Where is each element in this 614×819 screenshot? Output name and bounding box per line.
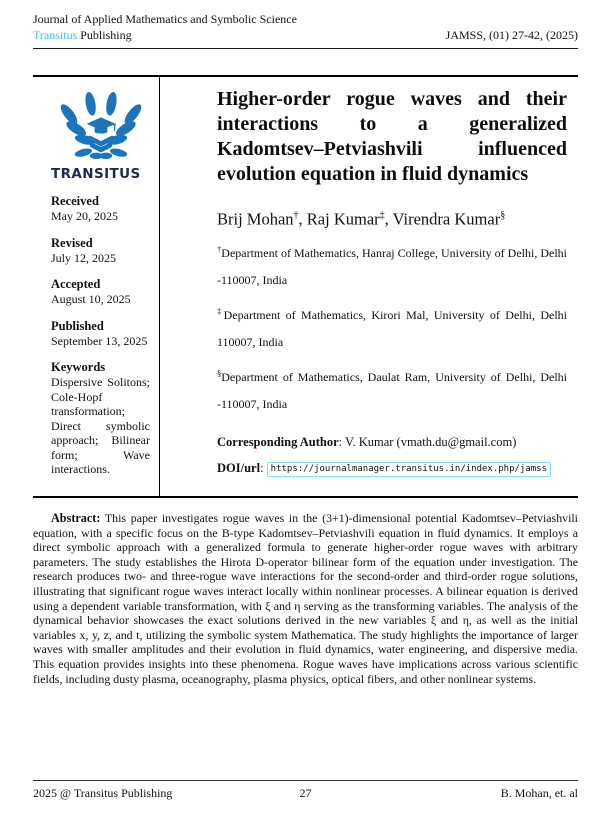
title-author-block	[160, 77, 578, 496]
affiliation-text: Department of Mathematics, Kirori Mal, University of Delhi, Delhi 110007, India	[217, 307, 567, 349]
author-name: Brij Mohan	[217, 209, 294, 229]
author-name: Raj Kumar	[306, 209, 380, 229]
affiliation	[217, 236, 567, 294]
footer-copyright: 2025 @ Transitus Publishing	[33, 786, 173, 800]
meta-entry-revised	[51, 236, 150, 266]
affiliation	[217, 298, 567, 356]
affiliation-text: Department of Mathematics, Hanraj College, University of Delhi, Delhi -110007, India	[217, 245, 568, 287]
graduation-cap-icon	[87, 117, 116, 133]
affiliation-marker: §	[217, 367, 222, 378]
author-marker: ‡	[379, 210, 385, 221]
meta-entry-published	[51, 319, 150, 349]
author-name: Virendra Kumar	[392, 209, 501, 229]
abstract-section	[33, 511, 578, 686]
keywords-text: Dispersive Solitons; Cole-Hopf transformation; Direct symbolic approach; Bilinear form; Wave interactions.	[51, 375, 150, 476]
footer-page-number: 27	[299, 786, 312, 800]
meta-value: August 10, 2025	[51, 292, 131, 306]
meta-entry-keywords	[51, 360, 150, 477]
author-marker: §	[500, 210, 506, 221]
affiliation	[217, 360, 567, 418]
journal-name: Journal of Applied Mathematics and Symbolic Science	[33, 12, 297, 26]
page-footer	[33, 780, 578, 801]
title-info-box	[33, 75, 578, 498]
corresponding-author-value: : V. Kumar (vmath.du@gmail.com)	[338, 434, 517, 449]
corresponding-author-line	[217, 434, 567, 450]
publisher-logo	[51, 90, 150, 182]
footer-authors-short: B. Mohan, et. al	[500, 786, 579, 800]
article-meta-sidebar	[33, 77, 160, 496]
publisher-suffix: Publishing	[77, 28, 132, 42]
doi-label: DOI/url	[217, 460, 261, 475]
author-marker: †	[293, 210, 299, 221]
doi-line	[217, 459, 567, 478]
running-head	[33, 12, 578, 49]
meta-label: Published	[51, 318, 104, 333]
author-separator: ,	[384, 209, 393, 229]
authors-line	[217, 204, 567, 232]
affiliation-text: Department of Mathematics, Daulat Ram, University of Delhi, Delhi -110007, India	[217, 369, 567, 411]
meta-label: Keywords	[51, 360, 106, 374]
publisher-brand: Transitus	[33, 28, 78, 42]
laurel-wreath-icon	[53, 90, 149, 164]
meta-value: July 12, 2025	[51, 250, 117, 265]
meta-label: Received	[51, 194, 99, 208]
publisher-line	[33, 28, 132, 43]
abstract-label: Abstract:	[51, 511, 101, 525]
doi-colon: :	[260, 460, 267, 475]
meta-entry-received	[51, 194, 150, 224]
logo-wordmark: TRANSITUS	[51, 166, 141, 182]
meta-label: Accepted	[51, 277, 101, 291]
meta-value: September 13, 2025	[51, 333, 148, 348]
meta-entry-accepted	[51, 277, 150, 307]
affiliation-marker: †	[217, 243, 222, 254]
meta-label: Revised	[51, 235, 93, 250]
issue-reference: JAMSS, (01) 27-42, (2025)	[445, 28, 578, 42]
corresponding-author-label: Corresponding Author	[217, 434, 339, 449]
abstract-paragraph	[33, 511, 578, 686]
author-separator: ,	[298, 209, 307, 229]
abstract-text: This paper investigates rogue waves in the (3+1)-dimensional potential Kadomtsev–Petviashvili equation, with a specific focus on the B-type Kadomtsev–Petviashvili equation in fluid dynamics. It employs a direct symbolic approach with a generalized formula to generate higher-order rogue waves with arbitrary parameters. The study establishes the Hirota D-operator bilinear form of the equation under investigation. The research produces two- and three-rogue wave interactions for the second-order and third-order rogue solutions, illustrating that significant rogue waves interact locally within nonlinear processes. A bilinear equation is derived using a dependent variable transformation, with ξ and η serving as the transforming variables. The analysis of the dynamical behavior showcases the exact solutions derived in the new variables ξ and η, as well as the initial variables x, y, z, and t, utilizing the symbolic system Mathematica. The study highlights the importance of larger waves with smaller amplitudes and their evolution in fluid dynamics, water engineering, and dispersive media. This equation provides insights into these phenomena. Rogue waves have implications across various scientific fields, including dusty plasma, oceanography, plasma physics, optical fibers, and other nonlinear systems.	[33, 511, 578, 686]
meta-value: May 20, 2025	[51, 209, 118, 223]
doi-link[interactable]: https://journalmanager.transitus.in/index.php/jamss	[267, 462, 551, 477]
affiliation-marker: ‡	[217, 305, 224, 316]
article-title: Higher-order rogue waves and their interactions to a generalized Kadomtsev–Petviashvili influenced evolution equation in fluid dynamics	[217, 88, 567, 185]
